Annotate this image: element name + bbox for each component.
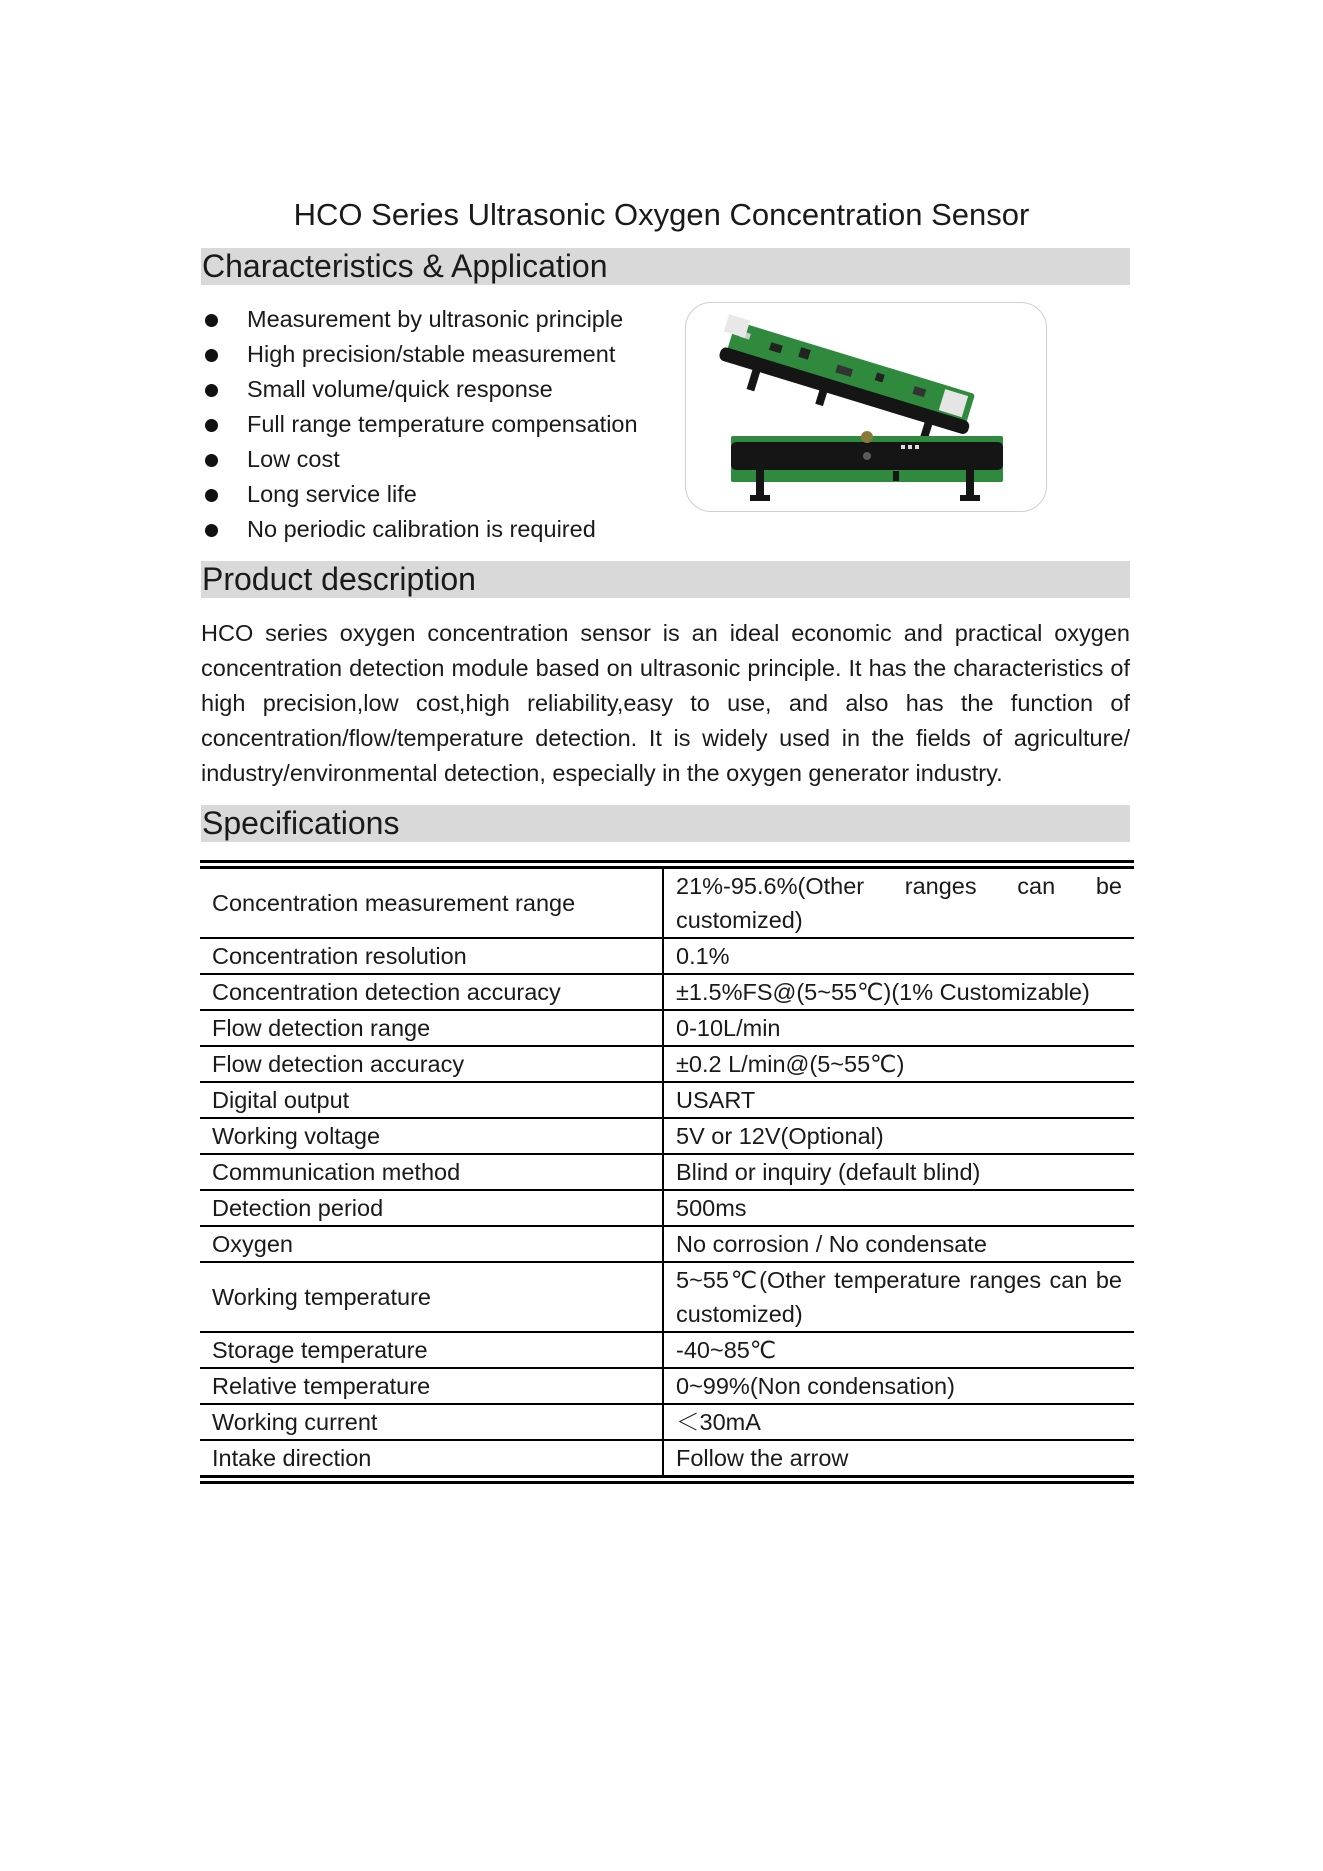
spec-value: No corrosion / No condensate	[663, 1226, 1134, 1262]
spec-value: Blind or inquiry (default blind)	[663, 1154, 1134, 1190]
list-item	[201, 442, 671, 477]
document-title: HCO Series Ultrasonic Oxygen Concentration Sensor	[293, 196, 1030, 232]
section-heading-description: Product description	[201, 561, 1130, 598]
spec-value: ＜30mA	[663, 1404, 1134, 1440]
feature-text: Small volume/quick response	[247, 376, 553, 402]
bullet-icon	[205, 454, 218, 467]
list-item	[201, 372, 671, 407]
sensor-product-photo	[685, 302, 1047, 512]
table-row	[200, 938, 1134, 974]
bullet-icon	[205, 384, 218, 397]
bullet-icon	[205, 349, 218, 362]
spec-label: Relative temperature	[200, 1368, 663, 1404]
spec-value: 0-10L/min	[663, 1010, 1134, 1046]
spec-value: 21%-95.6%(Other ranges can be customized)	[663, 865, 1134, 939]
table-row	[200, 1082, 1134, 1118]
section-heading-characteristics: Characteristics & Application	[201, 248, 1130, 285]
table-row	[200, 1118, 1134, 1154]
table-row	[200, 1262, 1134, 1332]
spec-label: Concentration detection accuracy	[200, 974, 663, 1010]
spec-label: Communication method	[200, 1154, 663, 1190]
spec-value: Follow the arrow	[676, 1445, 849, 1471]
list-item	[201, 477, 671, 512]
list-item	[201, 302, 671, 337]
section-heading-specifications: Specifications	[201, 805, 1130, 842]
spec-value: 500ms	[663, 1190, 1134, 1226]
table-row	[200, 974, 1134, 1010]
spec-label: Storage temperature	[200, 1332, 663, 1368]
list-item	[201, 407, 671, 442]
spec-label: Working temperature	[200, 1262, 663, 1332]
spec-label: Intake direction	[200, 1440, 663, 1480]
feature-text: Measurement by ultrasonic principle	[247, 306, 624, 332]
spec-label: Flow detection range	[200, 1010, 663, 1046]
spec-label: Working current	[200, 1404, 663, 1440]
table-row	[200, 1404, 1134, 1440]
table-row	[200, 1010, 1134, 1046]
sensor-board-illustration	[686, 303, 1046, 511]
spec-label: Concentration resolution	[200, 938, 663, 974]
spec-value: 0.1%	[663, 938, 1134, 974]
feature-text: Long service life	[247, 481, 417, 507]
list-item	[201, 337, 671, 372]
product-description-text: HCO series oxygen concentration sensor is an ideal economic and practical oxygen concentration detection module based on ultrasonic principle. It has the characteristics of high precision,low cost,high reliability,easy to use, and also has the function of concentration/flow/temperature detection. It is widely used in the fields of agriculture/ industry/environmental detection, especially in the oxygen generator industry.	[201, 620, 1130, 786]
spec-value: ±1.5%FS@(5~55℃)(1% Customizable)	[663, 974, 1134, 1010]
spec-value: 0~99%(Non condensation)	[663, 1368, 1134, 1404]
spec-label: Detection period	[200, 1190, 663, 1226]
list-item	[201, 512, 671, 547]
spec-value: 5~55℃(Other temperature ranges can be customized)	[663, 1262, 1134, 1332]
spec-label: Concentration measurement range	[200, 865, 663, 939]
feature-list	[201, 302, 671, 547]
spec-value: 5V or 12V(Optional)	[663, 1118, 1134, 1154]
spec-value: -40~85℃	[663, 1332, 1134, 1368]
table-row	[200, 1154, 1134, 1190]
specifications-table	[200, 860, 1134, 1484]
spec-value: USART	[663, 1082, 1134, 1118]
spec-label: Digital output	[200, 1082, 663, 1118]
table-row	[200, 1368, 1134, 1404]
table-row	[200, 1046, 1134, 1082]
bullet-icon	[205, 314, 218, 327]
table-row	[200, 865, 1134, 939]
feature-text: Full range temperature compensation	[247, 411, 638, 437]
table-row	[200, 1440, 1134, 1480]
spec-label: Oxygen	[200, 1226, 663, 1262]
spec-label: Flow detection accuracy	[200, 1046, 663, 1082]
table-row	[200, 1190, 1134, 1226]
feature-text: Low cost	[247, 446, 340, 472]
table-row	[200, 1332, 1134, 1368]
feature-text: High precision/stable measurement	[247, 341, 616, 367]
bullet-icon	[205, 524, 218, 537]
bullet-icon	[205, 419, 218, 432]
spec-value: ±0.2 L/min@(5~55℃)	[663, 1046, 1134, 1082]
bullet-icon	[205, 489, 218, 502]
table-row	[200, 1226, 1134, 1262]
feature-text: No periodic calibration is required	[247, 516, 596, 542]
spec-label: Working voltage	[200, 1118, 663, 1154]
